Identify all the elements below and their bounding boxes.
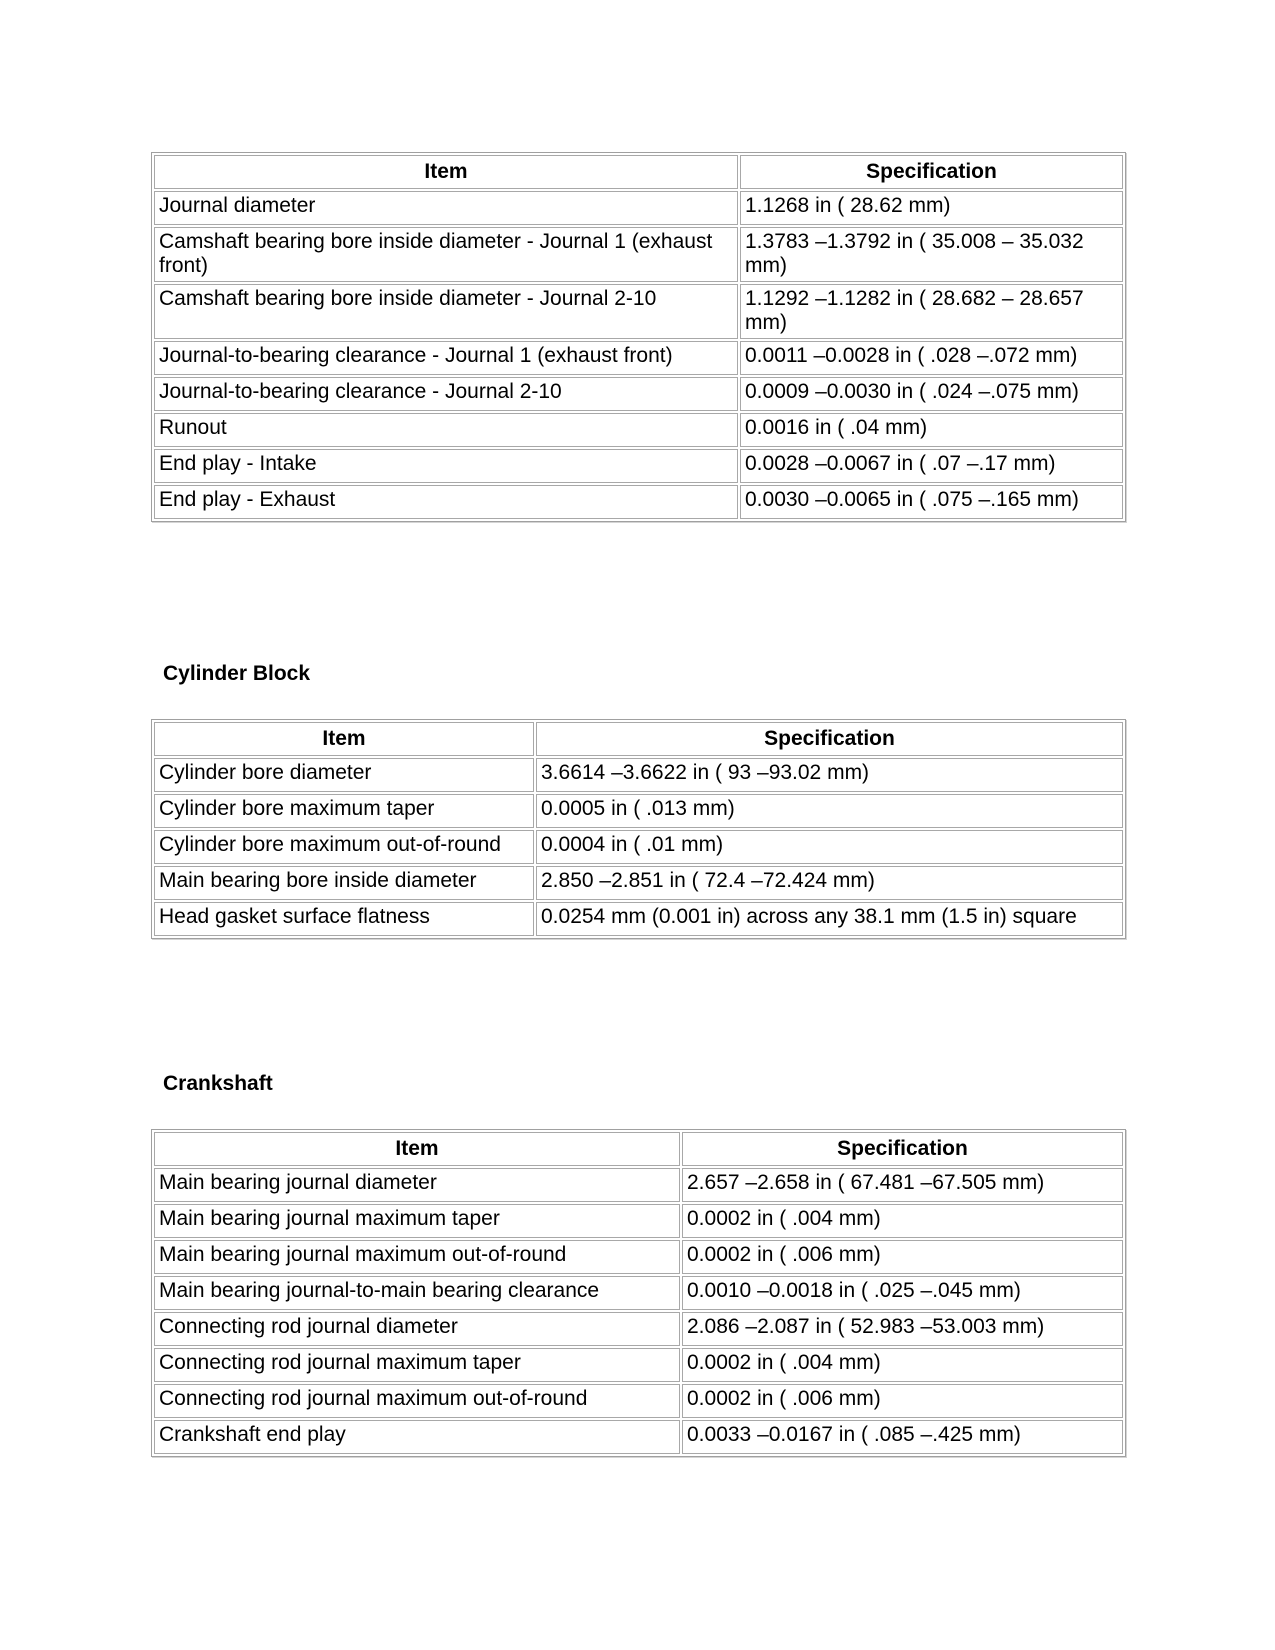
table-row [154,1312,1123,1346]
table-row [154,377,1123,411]
cylinder-block-spec-table [151,719,1126,939]
spec-cell: 0.0009 –0.0030 in ( .024 –.075 mm) [740,377,1123,411]
spec-cell: 0.0011 –0.0028 in ( .028 –.072 mm) [740,341,1123,375]
item-cell: Cylinder bore diameter [154,758,534,792]
spec-cell: 1.1292 –1.1282 in ( 28.682 – 28.657 mm) [740,284,1123,339]
spec-cell: 0.0254 mm (0.001 in) across any 38.1 mm (1.5 in) square [536,902,1123,936]
crankshaft-spec-table [151,1129,1126,1457]
table-row [154,1240,1123,1274]
item-cell: Connecting rod journal maximum out-of-round [154,1384,680,1418]
item-cell: Camshaft bearing bore inside diameter - Journal 2-10 [154,284,738,339]
table-row [154,758,1123,792]
item-cell: Main bearing journal maximum taper [154,1204,680,1238]
table-row [154,413,1123,447]
table-row [154,191,1123,225]
table-row [154,1204,1123,1238]
specification-column-header: Specification [682,1132,1123,1166]
item-cell: Journal-to-bearing clearance - Journal 2-10 [154,377,738,411]
item-cell: End play - Intake [154,449,738,483]
spec-cell: 3.6614 –3.6622 in ( 93 –93.02 mm) [536,758,1123,792]
item-cell: Connecting rod journal diameter [154,1312,680,1346]
spec-cell: 0.0002 in ( .006 mm) [682,1240,1123,1274]
spec-cell: 0.0002 in ( .004 mm) [682,1204,1123,1238]
item-cell: Camshaft bearing bore inside diameter - Journal 1 (exhaust front) [154,227,738,282]
specification-column-header: Specification [536,722,1123,756]
spec-cell: 0.0005 in ( .013 mm) [536,794,1123,828]
spec-cell: 0.0004 in ( .01 mm) [536,830,1123,864]
table-row [154,485,1123,519]
item-cell: Connecting rod journal maximum taper [154,1348,680,1382]
item-cell: Journal diameter [154,191,738,225]
table-row [154,830,1123,864]
table-header-row [154,1132,1123,1166]
cylinder-block-heading: Cylinder Block [163,662,311,685]
item-cell: Head gasket surface flatness [154,902,534,936]
spec-cell: 2.850 –2.851 in ( 72.4 –72.424 mm) [536,866,1123,900]
table-row [154,1384,1123,1418]
spec-cell: 0.0030 –0.0065 in ( .075 –.165 mm) [740,485,1123,519]
camshaft-spec-table [151,152,1126,522]
item-cell: Cylinder bore maximum taper [154,794,534,828]
spec-cell: 0.0002 in ( .006 mm) [682,1384,1123,1418]
spec-cell: 0.0002 in ( .004 mm) [682,1348,1123,1382]
item-cell: Runout [154,413,738,447]
item-cell: End play - Exhaust [154,485,738,519]
table-row [154,794,1123,828]
spec-cell: 1.1268 in ( 28.62 mm) [740,191,1123,225]
table-row [154,866,1123,900]
spec-cell: 1.3783 –1.3792 in ( 35.008 – 35.032 mm) [740,227,1123,282]
table-row [154,902,1123,936]
table-header-row [154,722,1123,756]
spec-cell: 2.086 –2.087 in ( 52.983 –53.003 mm) [682,1312,1123,1346]
item-column-header: Item [154,1132,680,1166]
item-cell: Cylinder bore maximum out-of-round [154,830,534,864]
spec-cell: 2.657 –2.658 in ( 67.481 –67.505 mm) [682,1168,1123,1202]
spec-cell: 0.0016 in ( .04 mm) [740,413,1123,447]
table-row [154,284,1123,339]
item-cell: Main bearing journal maximum out-of-round [154,1240,680,1274]
item-cell: Main bearing journal diameter [154,1168,680,1202]
table-row [154,341,1123,375]
table-row [154,1420,1123,1454]
table-row [154,449,1123,483]
item-cell: Journal-to-bearing clearance - Journal 1 (exhaust front) [154,341,738,375]
item-cell: Crankshaft end play [154,1420,680,1454]
item-column-header: Item [154,722,534,756]
item-cell: Main bearing journal-to-main bearing clearance [154,1276,680,1310]
table-row [154,1168,1123,1202]
spec-cell: 0.0028 –0.0067 in ( .07 –.17 mm) [740,449,1123,483]
item-column-header: Item [154,155,738,189]
table-row [154,227,1123,282]
crankshaft-heading: Crankshaft [163,1072,273,1095]
table-row [154,1348,1123,1382]
spec-cell: 0.0010 –0.0018 in ( .025 –.045 mm) [682,1276,1123,1310]
table-header-row [154,155,1123,189]
table-row [154,1276,1123,1310]
specification-column-header: Specification [740,155,1123,189]
item-cell: Main bearing bore inside diameter [154,866,534,900]
spec-cell: 0.0033 –0.0167 in ( .085 –.425 mm) [682,1420,1123,1454]
